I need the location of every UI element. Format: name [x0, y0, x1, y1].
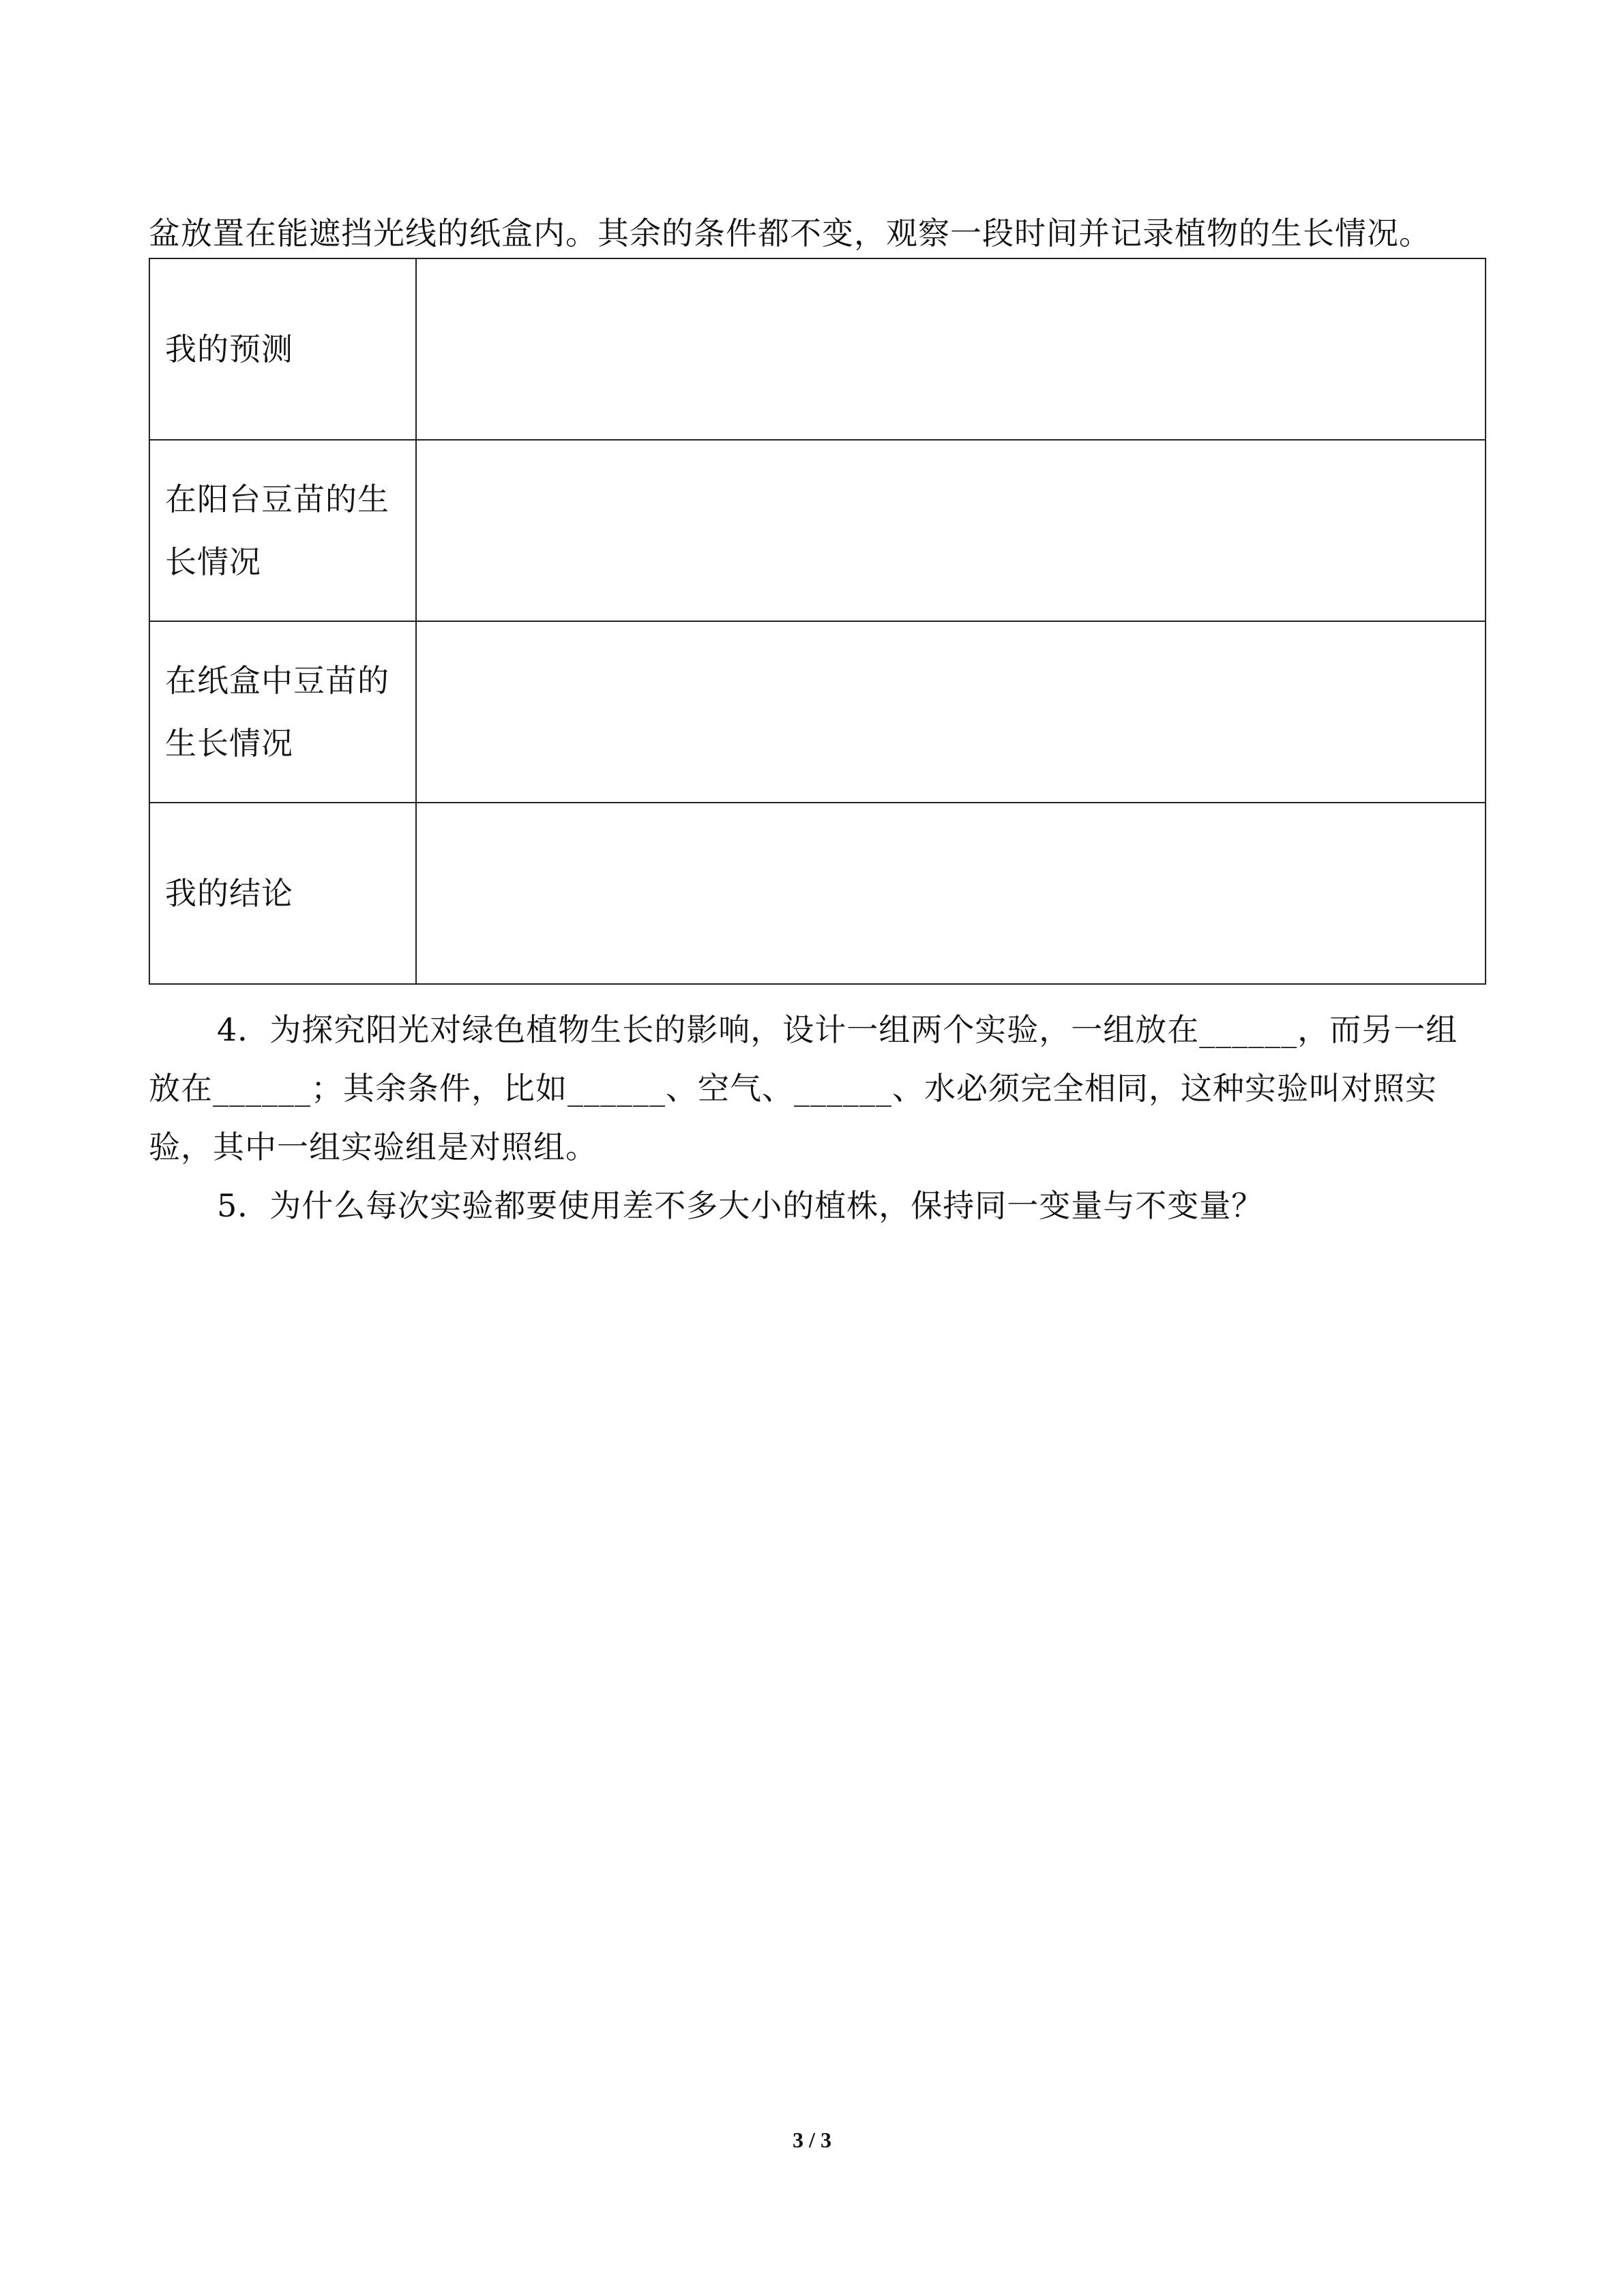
- table-row: [149, 803, 1486, 984]
- row-label-balcony-growth: 在阳台豆苗的生长情况: [149, 440, 416, 621]
- row-label-prediction: 我的预测: [149, 258, 416, 440]
- question-4-line-1: 4．为探究阳光对绿色植物生长的影响，设计一组两个实验，一组放在______，而另一组: [217, 1011, 1458, 1048]
- row-answer-balcony-growth[interactable]: [416, 440, 1486, 621]
- table-row: [149, 440, 1486, 621]
- table-row: [149, 258, 1486, 440]
- row-label-conclusion: 我的结论: [149, 803, 416, 984]
- row-answer-conclusion[interactable]: [416, 803, 1486, 984]
- question-5-line-1: 5．为什么每次实验都要使用差不多大小的植株，保持同一变量与不变量？: [217, 1187, 1264, 1224]
- table-row: [149, 621, 1486, 803]
- question-4-line-2: 放在______；其余条件，比如______、空气、______、水必须完全相同，这种实验叫对照实: [149, 1070, 1437, 1107]
- row-label-box-growth: 在纸盒中豆苗的生长情况: [149, 621, 416, 803]
- row-answer-box-growth[interactable]: [416, 621, 1486, 803]
- page-number: 3 / 3: [793, 2128, 831, 2152]
- question-4-line-3: 验，其中一组实验组是对照组。: [149, 1129, 597, 1165]
- row-answer-prediction[interactable]: [416, 258, 1486, 440]
- intro-paragraph-line: 盆放置在能遮挡光线的纸盒内。其余的条件都不变，观察一段时间并记录植物的生长情况。: [149, 215, 1431, 252]
- observation-record-table: [149, 258, 1486, 985]
